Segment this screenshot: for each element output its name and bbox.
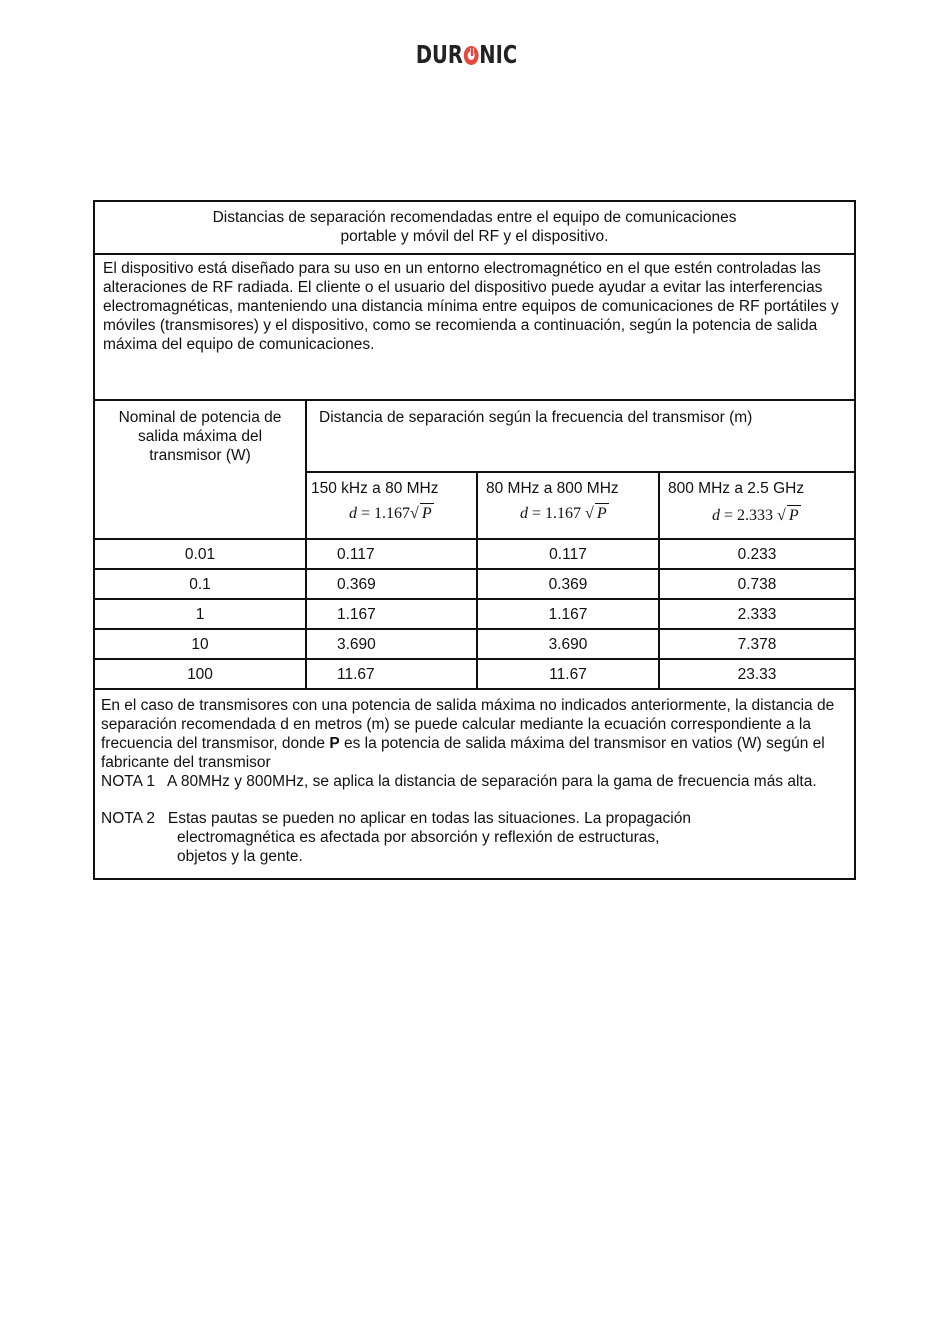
- distance-cell: 0.738: [659, 569, 855, 599]
- note-2-line-2: electromagnética es afectada por absorción y reflexión de estructuras,: [177, 829, 660, 846]
- duronic-logo: [103, 40, 831, 69]
- note-2-line-3: objetos y la gente.: [177, 848, 303, 865]
- distance-cell: 1.167: [306, 599, 477, 629]
- band-header-1: [306, 472, 477, 539]
- table-row: [94, 629, 855, 659]
- distance-cell: 3.690: [306, 629, 477, 659]
- band-equation: d = 1.167√ P: [349, 505, 432, 522]
- distance-cell: 3.690: [477, 629, 659, 659]
- distance-cell: 0.369: [306, 569, 477, 599]
- distance-cell: 0.117: [477, 539, 659, 569]
- power-cell: 0.1: [94, 569, 306, 599]
- table-row: [94, 599, 855, 629]
- band-label: 80 MHz a 800 MHz: [486, 480, 619, 497]
- power-cell: 0.01: [94, 539, 306, 569]
- logo-text-nic: NIC: [479, 40, 518, 69]
- distance-cell: 11.67: [477, 659, 659, 689]
- distance-cell: 2.333: [659, 599, 855, 629]
- distance-cell: 1.167: [477, 599, 659, 629]
- band-equation: d = 1.167 √ P: [520, 505, 607, 522]
- power-column-header: Nominal de potencia de salida máxima del transmisor (W): [94, 400, 306, 539]
- distance-cell: 7.378: [659, 629, 855, 659]
- band-label: 800 MHz a 2.5 GHz: [668, 480, 805, 497]
- distance-cell: 0.117: [306, 539, 477, 569]
- power-cell: 100: [94, 659, 306, 689]
- logo-text-du: DUR: [415, 40, 463, 69]
- note-1: NOTA 1 A 80MHz y 800MHz, se aplica la distancia de separación para la gama de frecuencia más alta.: [101, 773, 817, 790]
- band-equation: d = 2.333 √ P: [712, 507, 799, 524]
- band-header-3: [659, 472, 855, 539]
- table-row: [94, 569, 855, 599]
- table-row: [94, 659, 855, 689]
- power-icon: [464, 46, 479, 65]
- table-intro: El dispositivo está diseñado para su uso en un entorno electromagnético en el que estén controladas las alteraciones de RF radiada. El cliente o el usuario del dispositivo puede ayudar a evitar las interferencias electromagnéticas, manteniendo una distancia mínima entre equipos de comunicaciones de RF portátiles y móviles (transmisores) y el dispositivo, como se recomienda a continuación, según la potencia de salida máxima del equipo de comunicaciones.: [94, 254, 855, 400]
- note-2: NOTA 2 Estas pautas se pueden no aplicar en todas las situaciones. La propagación: [101, 810, 691, 827]
- table-title: Distancias de separación recomendadas entre el equipo de comunicaciones portable y móvil del RF y el dispositivo.: [94, 201, 855, 254]
- band-label: 150 kHz a 80 MHz: [311, 480, 439, 497]
- band-header-2: [477, 472, 659, 539]
- distance-cell: 0.369: [477, 569, 659, 599]
- table-row: [94, 539, 855, 569]
- distance-cell: 0.233: [659, 539, 855, 569]
- distance-column-header: Distancia de separación según la frecuencia del transmisor (m): [306, 400, 855, 472]
- distance-cell: 23.33: [659, 659, 855, 689]
- table-notes: [94, 689, 855, 879]
- power-cell: 1: [94, 599, 306, 629]
- notes-paragraph: En el caso de transmisores con una potencia de salida máxima no indicados anteriormente, la distancia de separación recomendada d en metros (m) se puede calcular mediante la ecuación correspondiente a la frecuencia del transmisor, donde P es la potencia de salida máxima del transmisor en vatios (W) según el fabricante del transmisor: [101, 697, 835, 771]
- distance-cell: 11.67: [306, 659, 477, 689]
- power-cell: 10: [94, 629, 306, 659]
- separation-distance-table: [93, 200, 856, 880]
